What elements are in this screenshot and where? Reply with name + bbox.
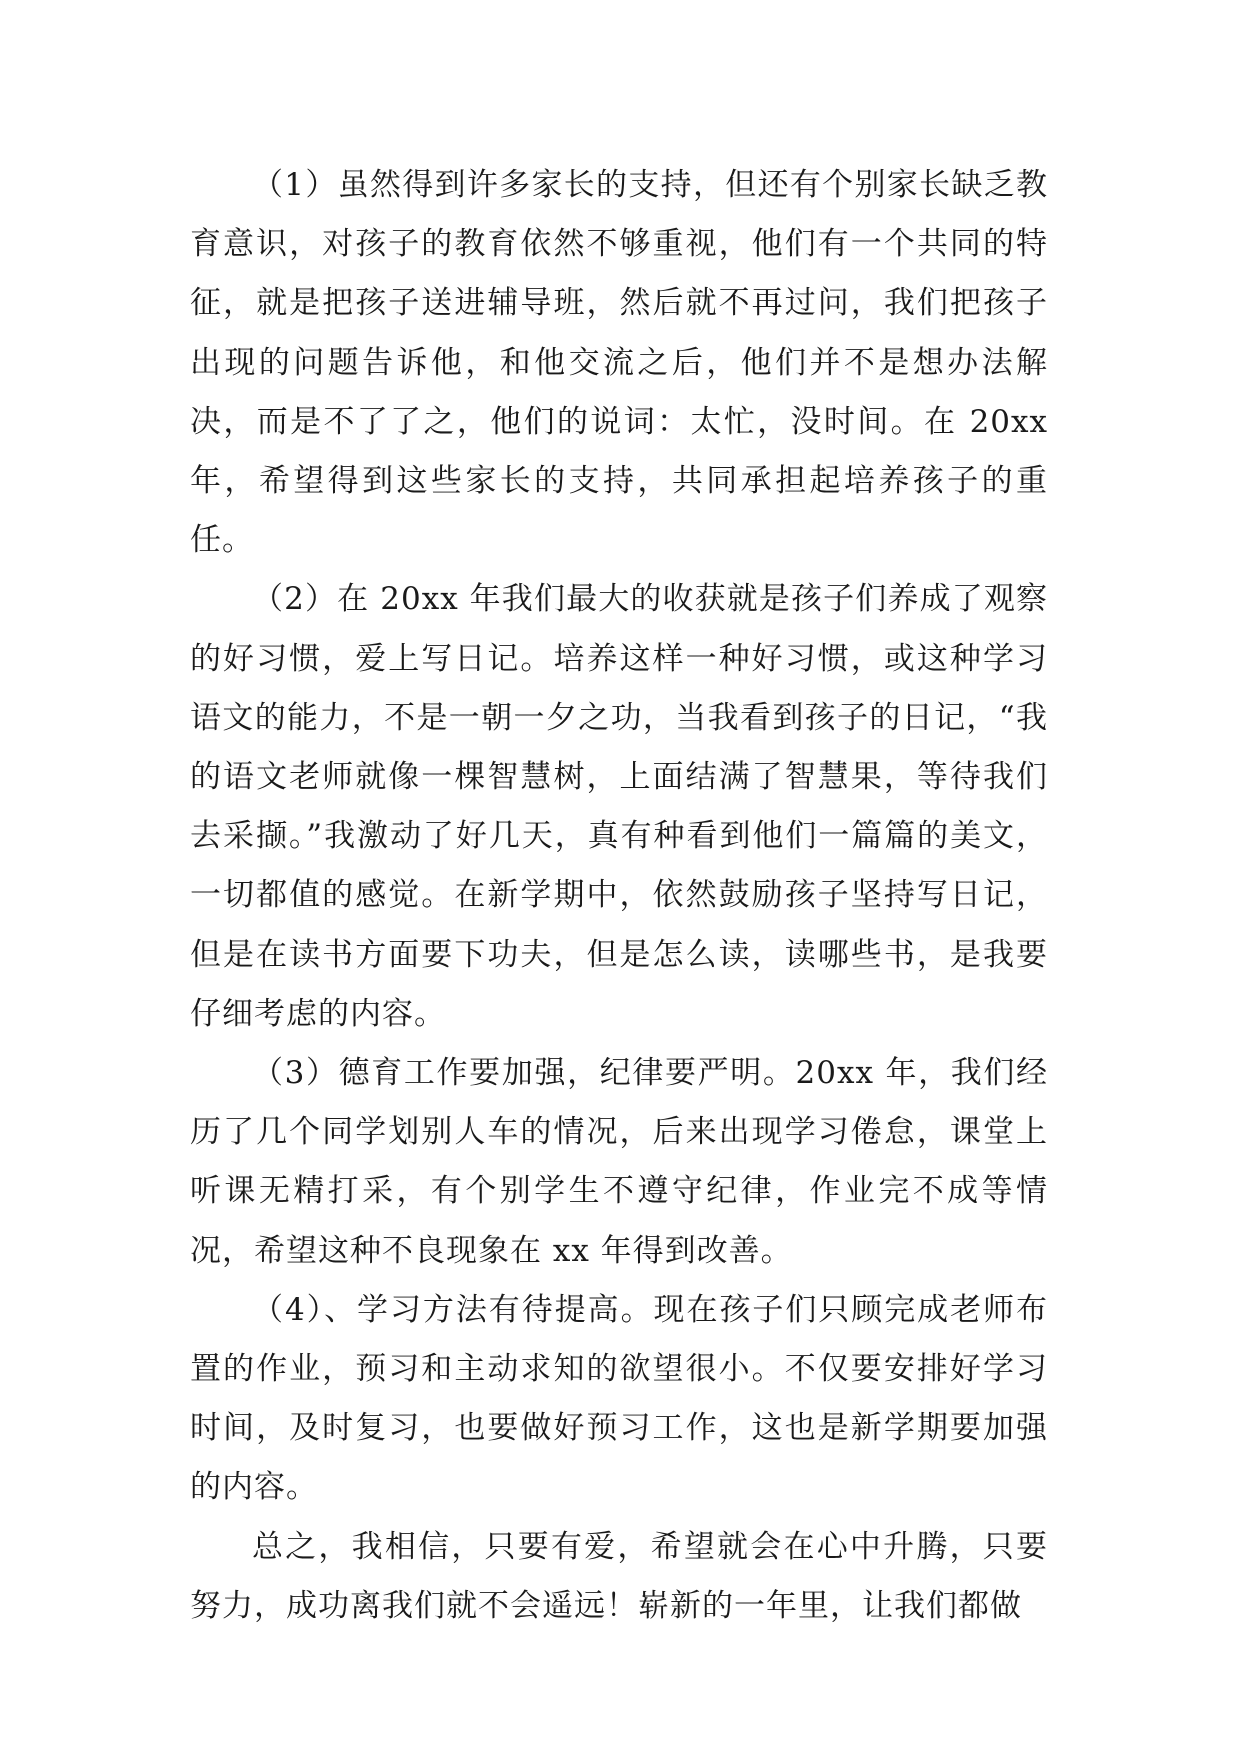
paragraph-1: （1）虽然得到许多家长的支持，但还有个别家长缺乏教育意识，对孩子的教育依然不够重视，他们有一个共同的特征，就是把孩子送进辅导班，然后就不再过问，我们把孩子出现的问题告诉他，和他交流之后，他们并不是想办法解决，而是不了了之，他们的说词：太忙，没时间。在 20xx 年，希望得到这些家长的支持，共同承担起培养孩子的重任。 (190, 167, 1048, 559)
paragraph-5: 总之，我相信，只要有爱，希望就会在心中升腾，只要努力，成功离我们就不会遥远！崭新的一年里，让我们都做 (190, 1528, 1048, 1624)
document-body (190, 156, 1048, 1636)
paragraph-2: （2）在 20xx 年我们最大的收获就是孩子们养成了观察的好习惯，爱上写日记。培养这样一种好习惯，或这种学习语文的能力，不是一朝一夕之功，当我看到孩子的日记，“我的语文老师就像一棵智慧树，上面结满了智慧果，等待我们去采撷。”我激动了好几天，真有种看到他们一篇篇的美文，一切都值的感觉。在新学期中，依然鼓励孩子坚持写日记，但是在读书方面要下功夫，但是怎么读，读哪些书，是我要仔细考虑的内容。 (190, 581, 1048, 1032)
paragraph-3: （3）德育工作要加强，纪律要严明。20xx 年，我们经历了几个同学划别人车的情况，后来出现学习倦怠，课堂上听课无精打采，有个别学生不遵守纪律，作业完不成等情况，希望这种不良现象在 xx 年得到改善。 (190, 1055, 1048, 1269)
paragraph-4: （4）、学习方法有待提高。现在孩子们只顾完成老师布置的作业，预习和主动求知的欲望很小。不仅要安排好学习时间，及时复习，也要做好预习工作，这也是新学期要加强的内容。 (190, 1291, 1048, 1506)
